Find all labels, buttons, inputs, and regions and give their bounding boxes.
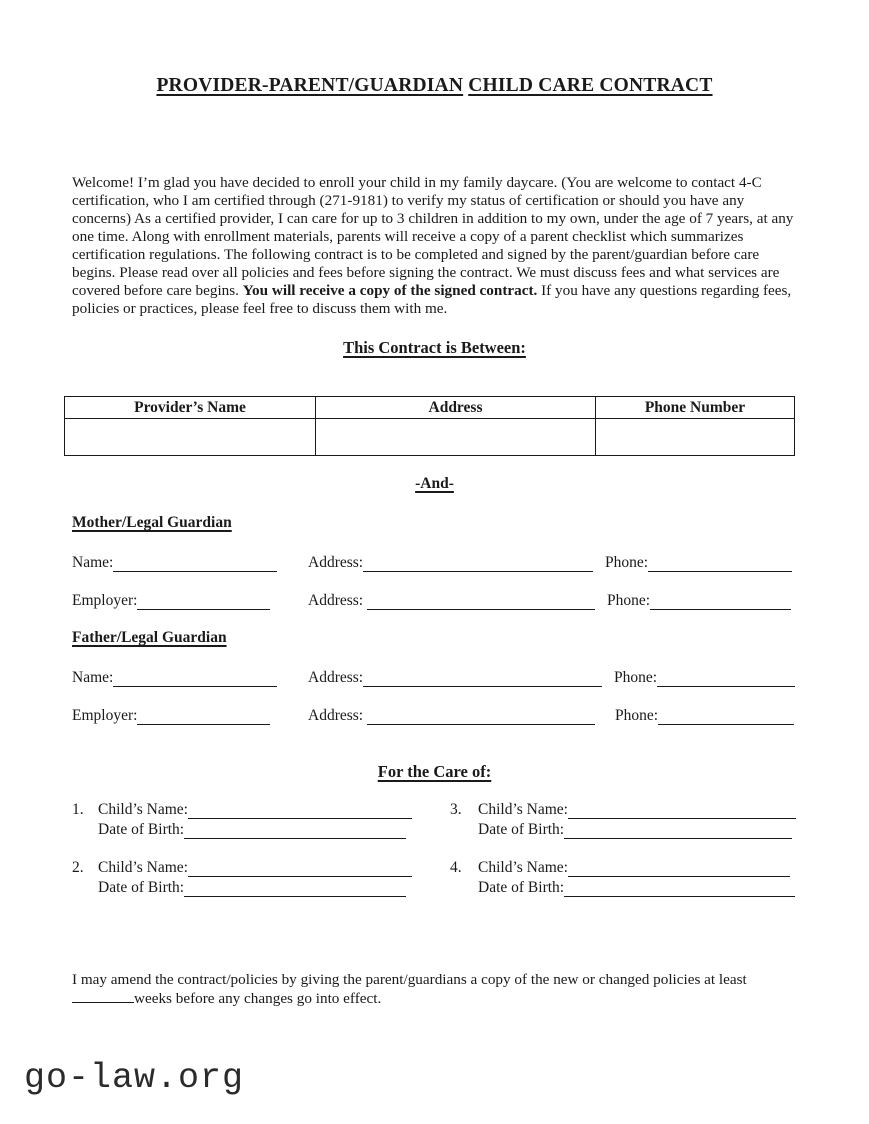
mother-employer-field <box>72 592 270 610</box>
child-1-name-field <box>98 801 412 819</box>
mother-employer-phone-field <box>607 592 791 610</box>
site-watermark: go-law.org <box>24 1058 245 1098</box>
child-3-number: 3. <box>450 801 462 818</box>
child-2-dob-label: Date of Birth: <box>98 879 185 896</box>
child-2-number: 2. <box>72 859 84 876</box>
child-4-dob-input[interactable] <box>564 882 795 897</box>
intro-text-part-1: Welcome! I’m glad you have decided to enroll your child in my family daycare. (You are welcome to contact 4-C certification, who I am certified through (271-9181) to verify my status of certification or should you have any concerns) As a certified provider, I can care for up to 3 children in addition to my own, under the age of 7 years, at any one time. Along with enrollment materials, parents will receive a copy of a parent checklist which summarizes certification regulations. The following contract is to be completed and signed by the parent/guardian before care begins. Please read over all policies and fees before signing the contract. We must discuss fees and what services are covered before care begins. <box>72 174 794 299</box>
contract-between-heading <box>0 338 869 358</box>
page-title-line-2: CHILD CARE CONTRACT <box>468 75 713 96</box>
mother-address-input[interactable] <box>363 557 593 572</box>
father-employer-phone-field <box>615 707 794 725</box>
amendment-text-after: weeks before any changes go into effect. <box>134 990 382 1008</box>
child-2-dob-field <box>98 879 406 897</box>
intro-paragraph <box>72 174 798 317</box>
father-name-input[interactable] <box>113 672 277 687</box>
mother-address-field <box>308 554 593 572</box>
mother-phone-input[interactable] <box>648 557 792 572</box>
mother-name-row <box>72 554 798 574</box>
amendment-text-before: I may amend the contract/policies by giving the parent/guardians a copy of the new or changed policies at least <box>72 971 747 989</box>
mother-address-label: Address: <box>308 554 364 571</box>
child-1-name-label: Child’s Name: <box>98 801 188 818</box>
mother-employer-label: Employer: <box>72 592 138 609</box>
child-2-name-input[interactable] <box>188 862 412 877</box>
father-address-field <box>308 669 602 687</box>
intro-text-part-2: If you have any questions regarding fees, policies or practices, please feel free to discuss them with me. <box>72 281 792 317</box>
mother-employer-phone-input[interactable] <box>650 595 791 610</box>
cell-provider-address[interactable] <box>316 419 596 456</box>
cell-provider-phone[interactable] <box>596 419 795 456</box>
child-4-dob-label: Date of Birth: <box>478 879 565 896</box>
child-3-name-field <box>478 801 796 819</box>
child-3-dob-field <box>478 821 792 839</box>
child-3-dob-label: Date of Birth: <box>478 821 565 838</box>
column-header-address: Address <box>316 397 596 419</box>
column-header-phone-number: Phone Number <box>596 397 795 419</box>
mother-name-field <box>72 554 277 572</box>
mother-employer-phone-label: Phone: <box>607 592 651 609</box>
provider-parties-table <box>64 396 795 456</box>
mother-employer-input[interactable] <box>137 595 270 610</box>
father-employer-phone-label: Phone: <box>615 707 659 724</box>
father-name-label: Name: <box>72 669 114 686</box>
mother-guardian-heading <box>72 514 232 532</box>
father-guardian-heading <box>72 629 227 647</box>
mother-phone-label: Phone: <box>605 554 649 571</box>
father-employer-address-input[interactable] <box>367 710 595 725</box>
for-the-care-of-heading <box>0 762 869 782</box>
father-employer-field <box>72 707 270 725</box>
father-phone-field <box>614 669 795 687</box>
child-1-dob-input[interactable] <box>184 824 406 839</box>
amendment-paragraph <box>72 970 798 1008</box>
and-separator-text: -And- <box>415 475 454 492</box>
table-header-row <box>65 397 795 419</box>
father-guardian-heading-text: Father/Legal Guardian <box>72 629 227 646</box>
father-address-input[interactable] <box>363 672 602 687</box>
amendment-weeks-input[interactable] <box>72 989 134 1003</box>
child-1-dob-label: Date of Birth: <box>98 821 185 838</box>
child-4-dob-field <box>478 879 795 897</box>
child-2-name-field <box>98 859 412 877</box>
father-employer-address-label: Address: <box>308 707 364 724</box>
table-row <box>65 419 795 456</box>
cell-provider-name[interactable] <box>65 419 316 456</box>
child-2-dob-input[interactable] <box>184 882 406 897</box>
father-name-row <box>72 669 798 689</box>
mother-employer-address-field <box>308 592 595 610</box>
child-3-name-input[interactable] <box>568 804 796 819</box>
child-3-dob-input[interactable] <box>564 824 792 839</box>
child-4-name-label: Child’s Name: <box>478 859 568 876</box>
child-4-name-field <box>478 859 790 877</box>
and-separator <box>0 475 869 493</box>
child-2-name-label: Child’s Name: <box>98 859 188 876</box>
page-title <box>0 70 869 97</box>
father-name-field <box>72 669 277 687</box>
for-the-care-of-heading-text: For the Care of: <box>377 762 492 781</box>
father-employer-label: Employer: <box>72 707 138 724</box>
mother-employer-address-label: Address: <box>308 592 364 609</box>
child-1-number: 1. <box>72 801 84 818</box>
child-4-name-input[interactable] <box>568 862 790 877</box>
contract-between-heading-text: This Contract is Between: <box>343 338 526 357</box>
intro-text-bold: You will receive a copy of the signed contract. <box>242 281 538 299</box>
mother-name-label: Name: <box>72 554 114 571</box>
father-employer-row <box>72 707 798 727</box>
father-employer-input[interactable] <box>137 710 270 725</box>
mother-guardian-heading-text: Mother/Legal Guardian <box>72 514 232 531</box>
father-phone-label: Phone: <box>614 669 658 686</box>
child-4-number: 4. <box>450 859 462 876</box>
column-header-provider-name: Provider’s Name <box>65 397 316 419</box>
child-3-name-label: Child’s Name: <box>478 801 568 818</box>
mother-employer-address-input[interactable] <box>367 595 595 610</box>
mother-phone-field <box>605 554 792 572</box>
mother-name-input[interactable] <box>113 557 277 572</box>
father-phone-input[interactable] <box>657 672 795 687</box>
father-employer-address-field <box>308 707 595 725</box>
father-address-label: Address: <box>308 669 364 686</box>
page-title-line-1: PROVIDER-PARENT/GUARDIAN <box>156 75 464 96</box>
child-1-name-input[interactable] <box>188 804 412 819</box>
mother-employer-row <box>72 592 798 612</box>
child-1-dob-field <box>98 821 406 839</box>
father-employer-phone-input[interactable] <box>658 710 794 725</box>
